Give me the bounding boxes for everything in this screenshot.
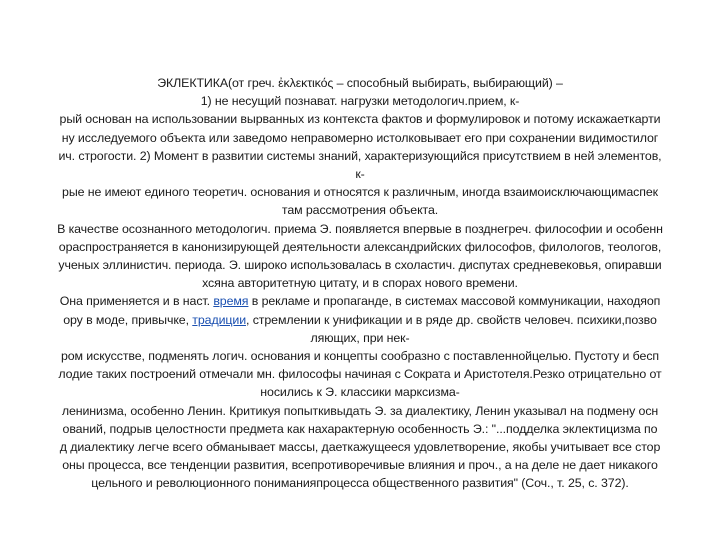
article-line: рый основан на использовании вырванных из контекста фактов и формулировок и потому искажаеткарти <box>59 112 661 127</box>
article-line: 1) не несущий познават. нагрузки методологич.прием, к- <box>200 94 520 109</box>
article-line: ЭКЛЕКТИКА(от греч. ἐκλεκτικός – способный выбирать, выбирающий) – <box>157 76 563 90</box>
article-line: оны процесса, все тенденции развития, всепротиворечивые влияния и проч., а на деле не дает никакого <box>62 458 658 473</box>
article-line: лодие таких построений отмечали мн. философы начиная с Сократа и Аристотеля.Резко отрицательно от <box>58 367 662 382</box>
article-line: ований, подрыв целостности предмета как нахарактерную особенность Э.: "...подделка эклектицизма по <box>62 421 658 436</box>
article-line: В качестве осознанного методологич. приема Э. появляется впервые в позднегреч. философии и особенн <box>57 221 663 236</box>
article-line-with-link <box>40 311 680 329</box>
article-line: там рассмотрения объекта. <box>281 203 439 218</box>
article-line: носились к Э. классики марксизма- <box>260 385 460 400</box>
article-line: д диалектику легче всего обманывает массы, даеткажущееся удовлетворение, якобы учитывает все стор <box>59 440 661 455</box>
line-text: ору в моде, привычке, <box>63 312 193 327</box>
line-text: Она применяется и в наст. <box>59 294 214 309</box>
article-line: ленинизма, особенно Ленин. Критикуя попыткивыдать Э. за диалектику, Ленин указывал на подмену осн <box>61 403 659 418</box>
link-vremya[interactable]: время <box>213 294 249 309</box>
article-line: ляющих, при нек- <box>310 330 410 345</box>
line-text: , стремлении к унификации и в ряде др. свойств человеч. психики,позво <box>246 312 657 327</box>
article-line: ученых эллинистич. периода. Э. широко использовалась в схоластич. диспутах средневековья, опиравши <box>58 258 662 273</box>
article-line: к- <box>355 167 365 182</box>
article-line: цельного и революционного пониманияпроцесса общественного развития" (Соч., т. 25, с. 372). <box>91 476 629 491</box>
article-line: рые не имеют единого теоретич. основания и относятся к различным, иногда взаимоисключающимаспек <box>62 185 658 200</box>
link-traditsii[interactable]: традиции <box>192 312 247 327</box>
article-line: ич. строгости. 2) Момент в развитии системы знаний, характеризующийся присутствием в ней элементов, <box>58 148 662 163</box>
article-text <box>40 74 680 493</box>
article-line: ром искусстве, подменять логич. основания и концепты сообразно с поставленнойцелью. Пустоту и бесп <box>60 349 660 364</box>
article-line-with-link <box>40 292 680 310</box>
article-line: ну исследуемого объекта или заведомо неправомерно истолковывает его при сохранении видимостилог <box>61 130 659 145</box>
article-line: хсяна авторитетную цитату, и в спорах нового времени. <box>202 276 518 291</box>
article-line: ораспространяется в канонизирующей деятельности александрийских философов, филологов, теологов, <box>58 239 662 254</box>
line-text: в рекламе и пропаганде, в системах массовой коммуникации, находяоп <box>248 294 661 309</box>
